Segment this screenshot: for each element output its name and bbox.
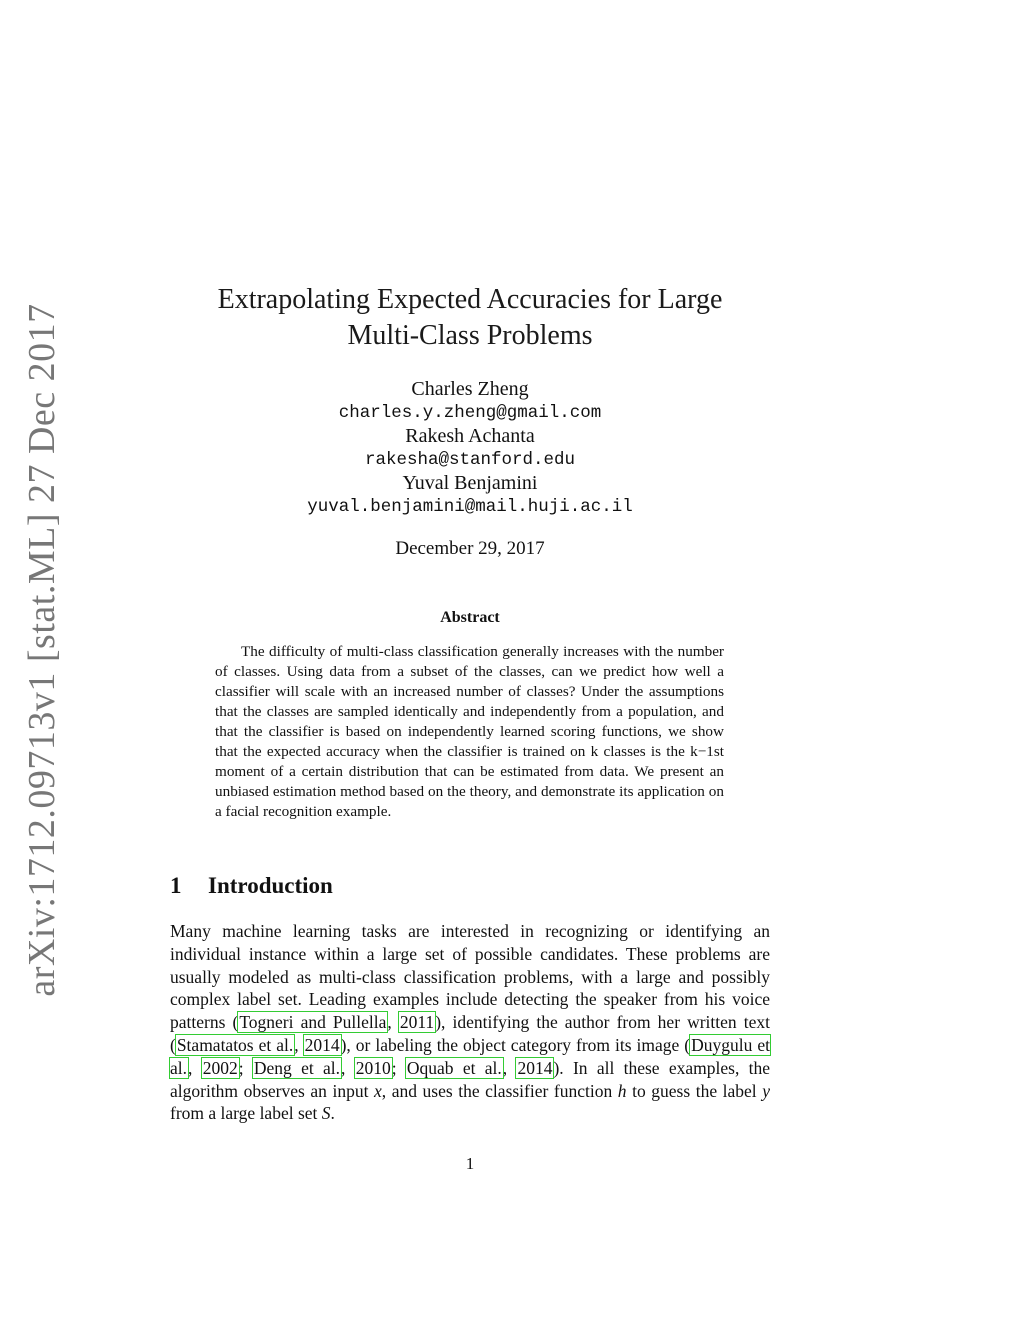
author-name: Yuval Benjamini bbox=[402, 472, 538, 494]
citation-link[interactable]: Stamatatos et al. bbox=[176, 1034, 294, 1055]
author-email[interactable]: yuval.benjamini@mail.huji.ac.il bbox=[307, 496, 633, 517]
intro-text: ), or labeling the object category from its image ( bbox=[340, 1034, 691, 1055]
page-number: 1 bbox=[465, 1154, 475, 1173]
citation-link[interactable]: Togneri and Pullella bbox=[239, 1012, 387, 1033]
author-name: Rakesh Achanta bbox=[405, 425, 535, 447]
citation-link[interactable]: 2011 bbox=[399, 1012, 435, 1033]
math-var-x: x bbox=[374, 1080, 382, 1101]
citation-link[interactable]: Duygulu et al. bbox=[170, 1034, 770, 1078]
citation-link[interactable]: 2010 bbox=[355, 1057, 391, 1078]
math-var-S: S bbox=[321, 1103, 331, 1124]
citation-link[interactable]: Oquab et al. bbox=[406, 1057, 502, 1078]
intro-text: to guess the label bbox=[626, 1080, 763, 1101]
section-number: 1 bbox=[170, 873, 182, 898]
arxiv-stamp: arXiv:1712.09713v1 [stat.ML] 27 Dec 2017 bbox=[21, 303, 63, 997]
author-name: Charles Zheng bbox=[411, 378, 529, 400]
citation-link[interactable]: 2002 bbox=[202, 1057, 238, 1078]
intro-text: ). In all these examples, the algorithm observes an input bbox=[170, 1057, 771, 1101]
paper-date: December 29, 2017 bbox=[395, 538, 545, 559]
intro-text: ), identifying the author from her written text ( bbox=[170, 1012, 770, 1055]
math-var-y: y bbox=[762, 1080, 770, 1101]
citation-link[interactable]: 2014 bbox=[304, 1034, 340, 1055]
paper-title bbox=[160, 282, 780, 354]
intro-text: , and uses the classifier function bbox=[381, 1080, 618, 1101]
abstract-heading: Abstract bbox=[440, 609, 500, 626]
abstract-text: The difficulty of multi-class classification generally increases with the number of classes. Using data from a subset of the classes, can we predict how well a classifier will scale with an increased number of classes? Under the assumptions that the classes are sampled identically and independently from a population, and that the classifier is based on independently learned scoring functions, we show that the expected accuracy when the classifier is trained on k classes is the k−1st moment of a certain distribution that can be estimated from data. We present an unbiased estimation method based on the theory, and demonstrate its application on a facial recognition example. bbox=[215, 643, 724, 820]
section-title: Introduction bbox=[208, 873, 333, 898]
math-var-h: h bbox=[617, 1080, 627, 1101]
section-heading bbox=[170, 873, 333, 899]
intro-text: from a large label set bbox=[170, 1103, 322, 1124]
intro-text: . bbox=[330, 1103, 335, 1124]
author-block bbox=[260, 378, 680, 519]
intro-text: Many machine learning tasks are interested in recognizing or identifying an individual instance within a large set of possible candidates. These problems are usually modeled as multi-class classification problems, with a large and possibly complex label set. Leading examples include detecting the speaker from his voice patterns ( bbox=[170, 921, 770, 1033]
citation-link[interactable]: Deng et al. bbox=[253, 1057, 341, 1078]
citation-link[interactable]: 2014 bbox=[517, 1057, 553, 1078]
title-line-2: Multi-Class Problems bbox=[347, 320, 593, 351]
author-email[interactable]: rakesha@stanford.edu bbox=[364, 449, 576, 470]
title-line-1: Extrapolating Expected Accuracies for Large bbox=[217, 284, 723, 315]
author-email[interactable]: charles.y.zheng@gmail.com bbox=[338, 402, 602, 423]
intro-paragraph: Many machine learning tasks are interested in recognizing or identifying an individual instance within a large set of possible candidates. These problems are usually modeled as multi-class classification problems, with a large and possibly complex label set. Leading examples include detecting the speaker from his voice patterns (Togneri and Pullella, 2011), identifying the author from her written text (Stamatatos et al., 2014), or labeling the object category from its image (Duygulu et al., 2002; Deng et al., 2010; Oquab et al., 2014). In all these examples, the algorithm observes an input x, and uses the classifier function h to guess the label y from a large label set S. bbox=[170, 921, 771, 1124]
